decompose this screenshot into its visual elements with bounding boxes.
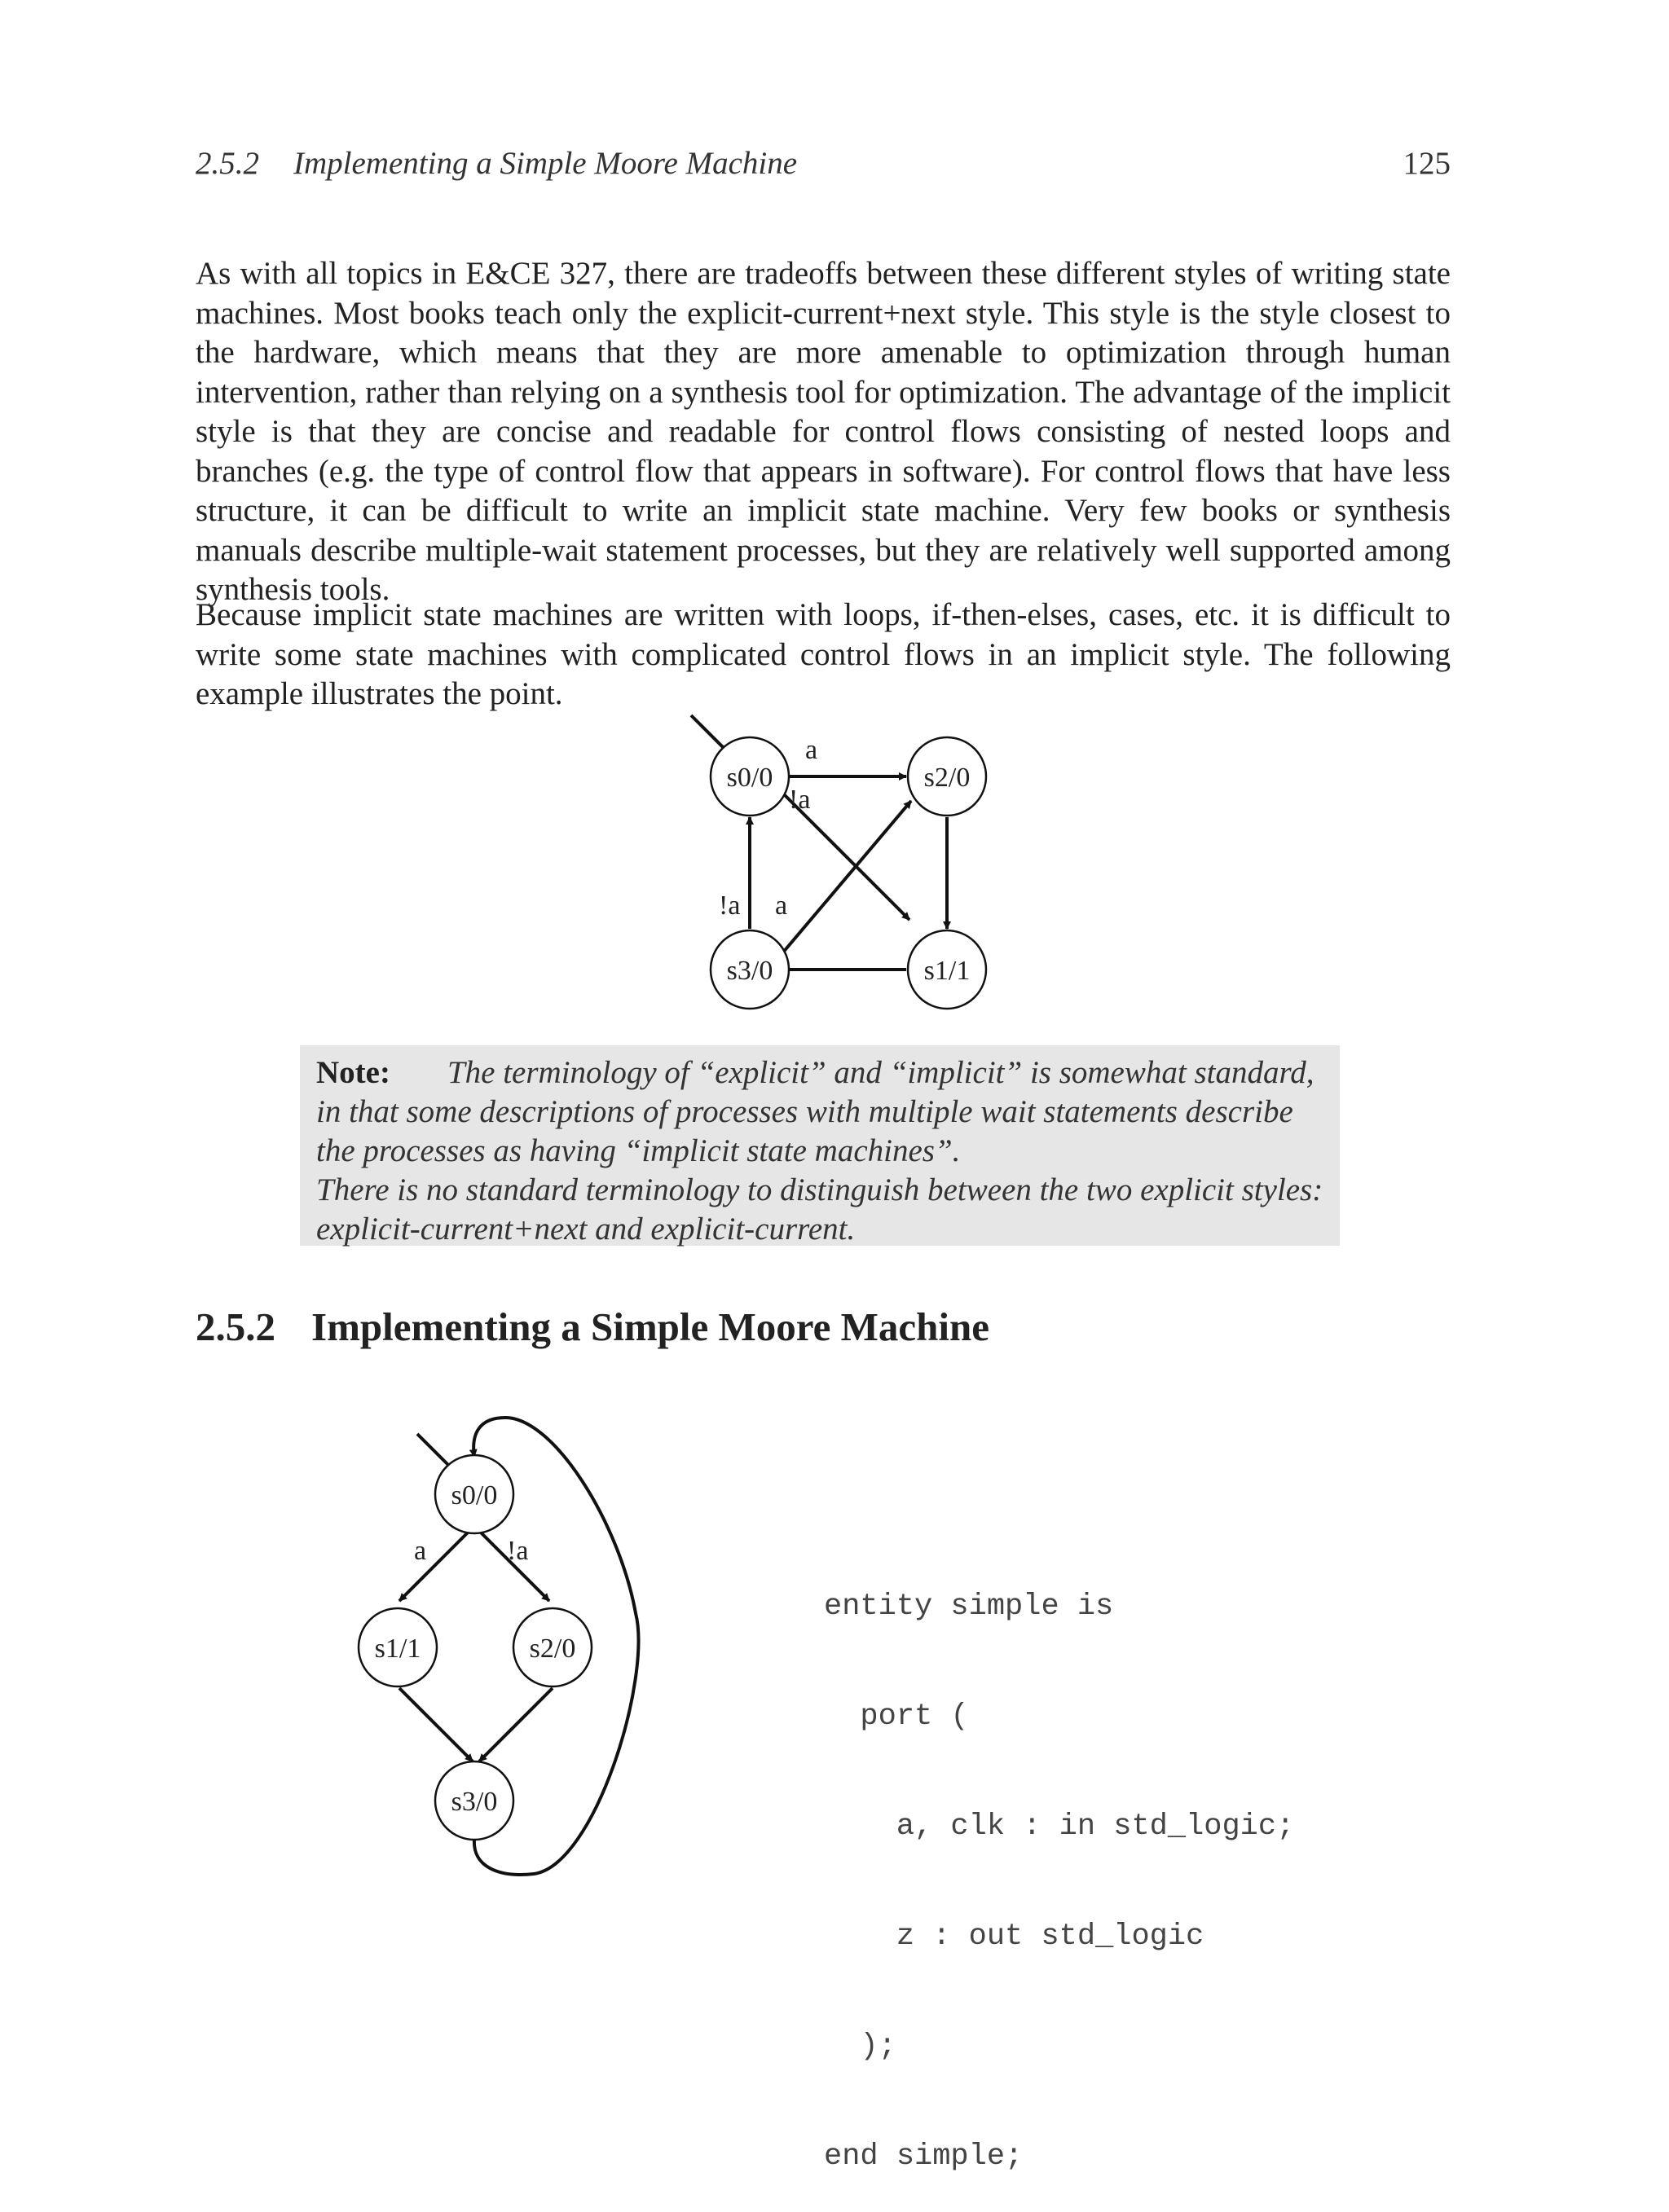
code-line: port ( [824, 1700, 969, 1734]
state-s2-label: s2/0 [923, 763, 971, 793]
code-line: a, clk : in std_logic; [824, 1810, 1295, 1844]
note-box [300, 1045, 1340, 1246]
note-line-2: in that some descriptions of processes with multiple wait statements describe [316, 1094, 1293, 1129]
state-s0-label: s0/0 [726, 763, 773, 793]
label-s3-s2: a [775, 891, 788, 921]
running-head-number: 2.5.2 [196, 146, 259, 181]
label-s3-s0: !a [719, 891, 741, 921]
state-s1-label: s1/1 [374, 1634, 421, 1664]
section-number: 2.5.2 [196, 1304, 275, 1349]
code-line: end simple; [824, 2139, 1024, 2174]
state-s2 [513, 1608, 592, 1686]
edge-s0-s1 [399, 1528, 473, 1601]
code-line: z : out std_logic [824, 1920, 1204, 1954]
state-s3-label: s3/0 [726, 956, 773, 986]
state-s0-label: s0/0 [451, 1480, 498, 1511]
label-s0-s1: a [414, 1536, 427, 1566]
state-s1-label: s1/1 [923, 956, 971, 986]
running-head [196, 145, 1451, 191]
state-s2 [908, 737, 986, 816]
note-line-5: explicit-current+next and explicit-current. [316, 1212, 856, 1247]
note-line-4: There is no standard terminology to distinguish between the two explicit styles: [316, 1172, 1323, 1207]
state-diagram-simple-moore [342, 1393, 685, 1906]
note-line-1: The terminology of “explicit” and “implicit” is somewhat standard, [447, 1055, 1315, 1090]
paragraph-implicit-difficulty: Because implicit state machines are written with loops, if-then-elses, cases, etc. it is difficult to write some state machines with complicated control flows in an implicit style. The following example illustrates the point. [196, 597, 1451, 711]
label-s0-s2: a [805, 735, 818, 765]
label-s0-s1: !a [789, 785, 811, 815]
page-number: 125 [1403, 146, 1451, 181]
code-line: entity simple is [824, 1590, 1114, 1624]
state-s0 [435, 1455, 513, 1533]
edge-s2-s3 [479, 1688, 553, 1761]
section-title: Implementing a Simple Moore Machine [311, 1304, 990, 1349]
code-line: ); [824, 2029, 896, 2064]
state-s0 [711, 737, 789, 816]
note-label: Note: [316, 1055, 390, 1090]
state-diagram-example [668, 709, 1011, 1018]
paragraph-tradeoffs: As with all topics in E&CE 327, there are tradeoffs between these different styles of writing state machines. Most books teach only the explicit-current+next style. This style is the style closest to the hardware, which means that they are more amenable to optimization through human intervention, rather than relying on a synthesis tool for optimization. The advantage of the implicit style is that they are concise and readable for control flows consisting of nested loops and branches (e.g. the type of control flow that appears in software). For control flows that have less structure, it can be difficult to write an implicit state machine. Very few books or synthesis manuals describe multiple-wait statement processes, but they are relatively well supported among synthesis tools. [196, 256, 1451, 607]
note-line-3: the processes as having “implicit state machines”. [316, 1133, 961, 1168]
state-s2-label: s2/0 [529, 1634, 576, 1664]
edge-s1-s3 [399, 1688, 473, 1761]
state-s3 [435, 1761, 513, 1840]
state-s1 [908, 930, 986, 1009]
label-s0-s2: !a [507, 1536, 529, 1566]
vhdl-code-block [824, 1515, 1294, 2212]
state-s1 [359, 1608, 437, 1686]
state-s3-label: s3/0 [451, 1787, 498, 1817]
edge-s3-s2 [782, 801, 911, 953]
state-s3 [711, 930, 789, 1009]
running-head-title: Implementing a Simple Moore Machine [293, 146, 798, 181]
